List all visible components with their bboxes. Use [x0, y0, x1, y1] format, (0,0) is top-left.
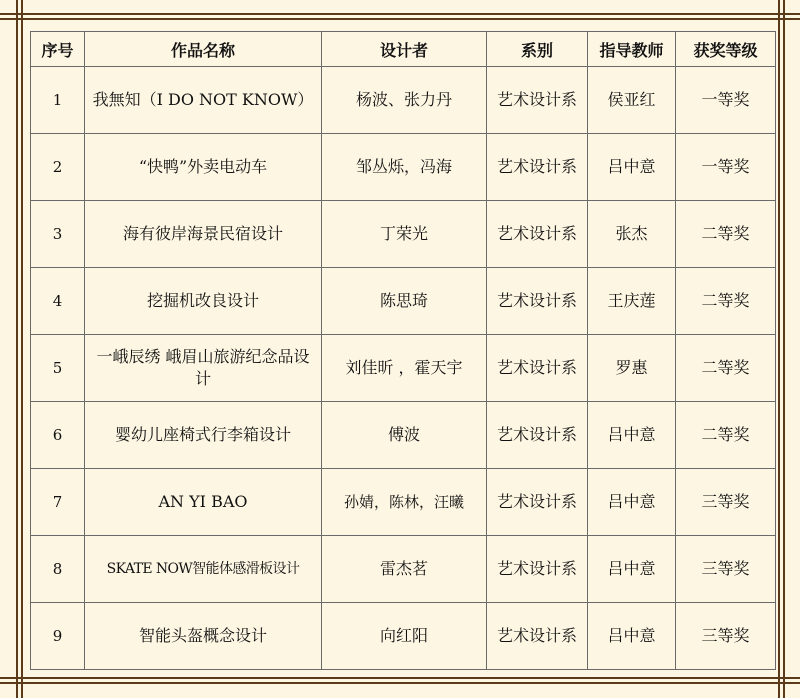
cell-designer: 孙婧，陈林，汪曦 [322, 469, 487, 536]
cell-designer: 雷杰茗 [322, 536, 487, 603]
cell-department: 艺术设计系 [487, 603, 588, 670]
cell-teacher: 吕中意 [588, 402, 676, 469]
cell-department: 艺术设计系 [487, 402, 588, 469]
cell-department: 艺术设计系 [487, 268, 588, 335]
cell-serial: 1 [31, 67, 85, 134]
cell-serial: 3 [31, 201, 85, 268]
table-row [31, 67, 776, 134]
cell-work-title: 挖掘机改良设计 [85, 268, 322, 335]
cell-serial: 5 [31, 335, 85, 402]
cell-designer: 傅波 [322, 402, 487, 469]
cell-work-title: 海有彼岸海景民宿设计 [85, 201, 322, 268]
cell-teacher: 吕中意 [588, 536, 676, 603]
cell-department: 艺术设计系 [487, 469, 588, 536]
cell-department: 艺术设计系 [487, 201, 588, 268]
table-header-row [31, 32, 776, 67]
cell-department: 艺术设计系 [487, 335, 588, 402]
frame-bottom-line-1 [0, 677, 800, 679]
frame-right-line-2 [783, 0, 785, 698]
table-row [31, 268, 776, 335]
cell-designer: 刘佳昕 ，霍天宇 [322, 335, 487, 402]
cell-designer: 杨波、张力丹 [322, 67, 487, 134]
award-table [30, 31, 776, 670]
cell-teacher: 吕中意 [588, 603, 676, 670]
cell-designer: 邹丛烁，冯海 [322, 134, 487, 201]
cell-award: 一等奖 [676, 67, 776, 134]
cell-work-title: AN YI BAO [85, 469, 322, 536]
table-row [31, 134, 776, 201]
cell-designer: 陈思琦 [322, 268, 487, 335]
cell-award: 二等奖 [676, 268, 776, 335]
header-work-title: 作品名称 [85, 32, 322, 67]
table-row [31, 536, 776, 603]
cell-designer: 向红阳 [322, 603, 487, 670]
frame-right-line-1 [778, 0, 780, 698]
cell-department: 艺术设计系 [487, 536, 588, 603]
table-row [31, 335, 776, 402]
frame-left-line-2 [21, 0, 23, 698]
cell-award: 二等奖 [676, 402, 776, 469]
cell-work-title: 婴幼儿座椅式行李箱设计 [85, 402, 322, 469]
cell-work-title: SKATE NOW智能体感滑板设计 [85, 536, 322, 603]
table-row [31, 603, 776, 670]
frame-top-line-2 [0, 18, 800, 20]
cell-award: 三等奖 [676, 469, 776, 536]
frame-bottom-line-2 [0, 682, 800, 684]
cell-serial: 2 [31, 134, 85, 201]
cell-award: 一等奖 [676, 134, 776, 201]
cell-serial: 7 [31, 469, 85, 536]
cell-work-title: 智能头盔概念设计 [85, 603, 322, 670]
table-row [31, 469, 776, 536]
cell-award: 二等奖 [676, 201, 776, 268]
cell-department: 艺术设计系 [487, 67, 588, 134]
frame-top-line-1 [0, 13, 800, 15]
cell-serial: 4 [31, 268, 85, 335]
cell-department: 艺术设计系 [487, 134, 588, 201]
table-row [31, 402, 776, 469]
cell-teacher: 吕中意 [588, 469, 676, 536]
cell-work-title: 一峨辰绣 峨眉山旅游纪念品设计 [85, 335, 322, 402]
cell-teacher: 王庆莲 [588, 268, 676, 335]
header-teacher: 指导教师 [588, 32, 676, 67]
cell-serial: 6 [31, 402, 85, 469]
cell-award: 二等奖 [676, 335, 776, 402]
header-department: 系别 [487, 32, 588, 67]
table-row [31, 201, 776, 268]
cell-teacher: 吕中意 [588, 134, 676, 201]
cell-award: 三等奖 [676, 536, 776, 603]
header-serial: 序号 [31, 32, 85, 67]
cell-designer: 丁荣光 [322, 201, 487, 268]
cell-teacher: 侯亚红 [588, 67, 676, 134]
cell-serial: 8 [31, 536, 85, 603]
cell-serial: 9 [31, 603, 85, 670]
cell-work-title: “快鸭”外卖电动车 [85, 134, 322, 201]
cell-teacher: 罗惠 [588, 335, 676, 402]
cell-work-title: 我無知（I DO NOT KNOW） [85, 67, 322, 134]
frame-left-line-1 [16, 0, 18, 698]
header-award: 获奖等级 [676, 32, 776, 67]
cell-award: 三等奖 [676, 603, 776, 670]
header-designer: 设计者 [322, 32, 487, 67]
cell-teacher: 张杰 [588, 201, 676, 268]
